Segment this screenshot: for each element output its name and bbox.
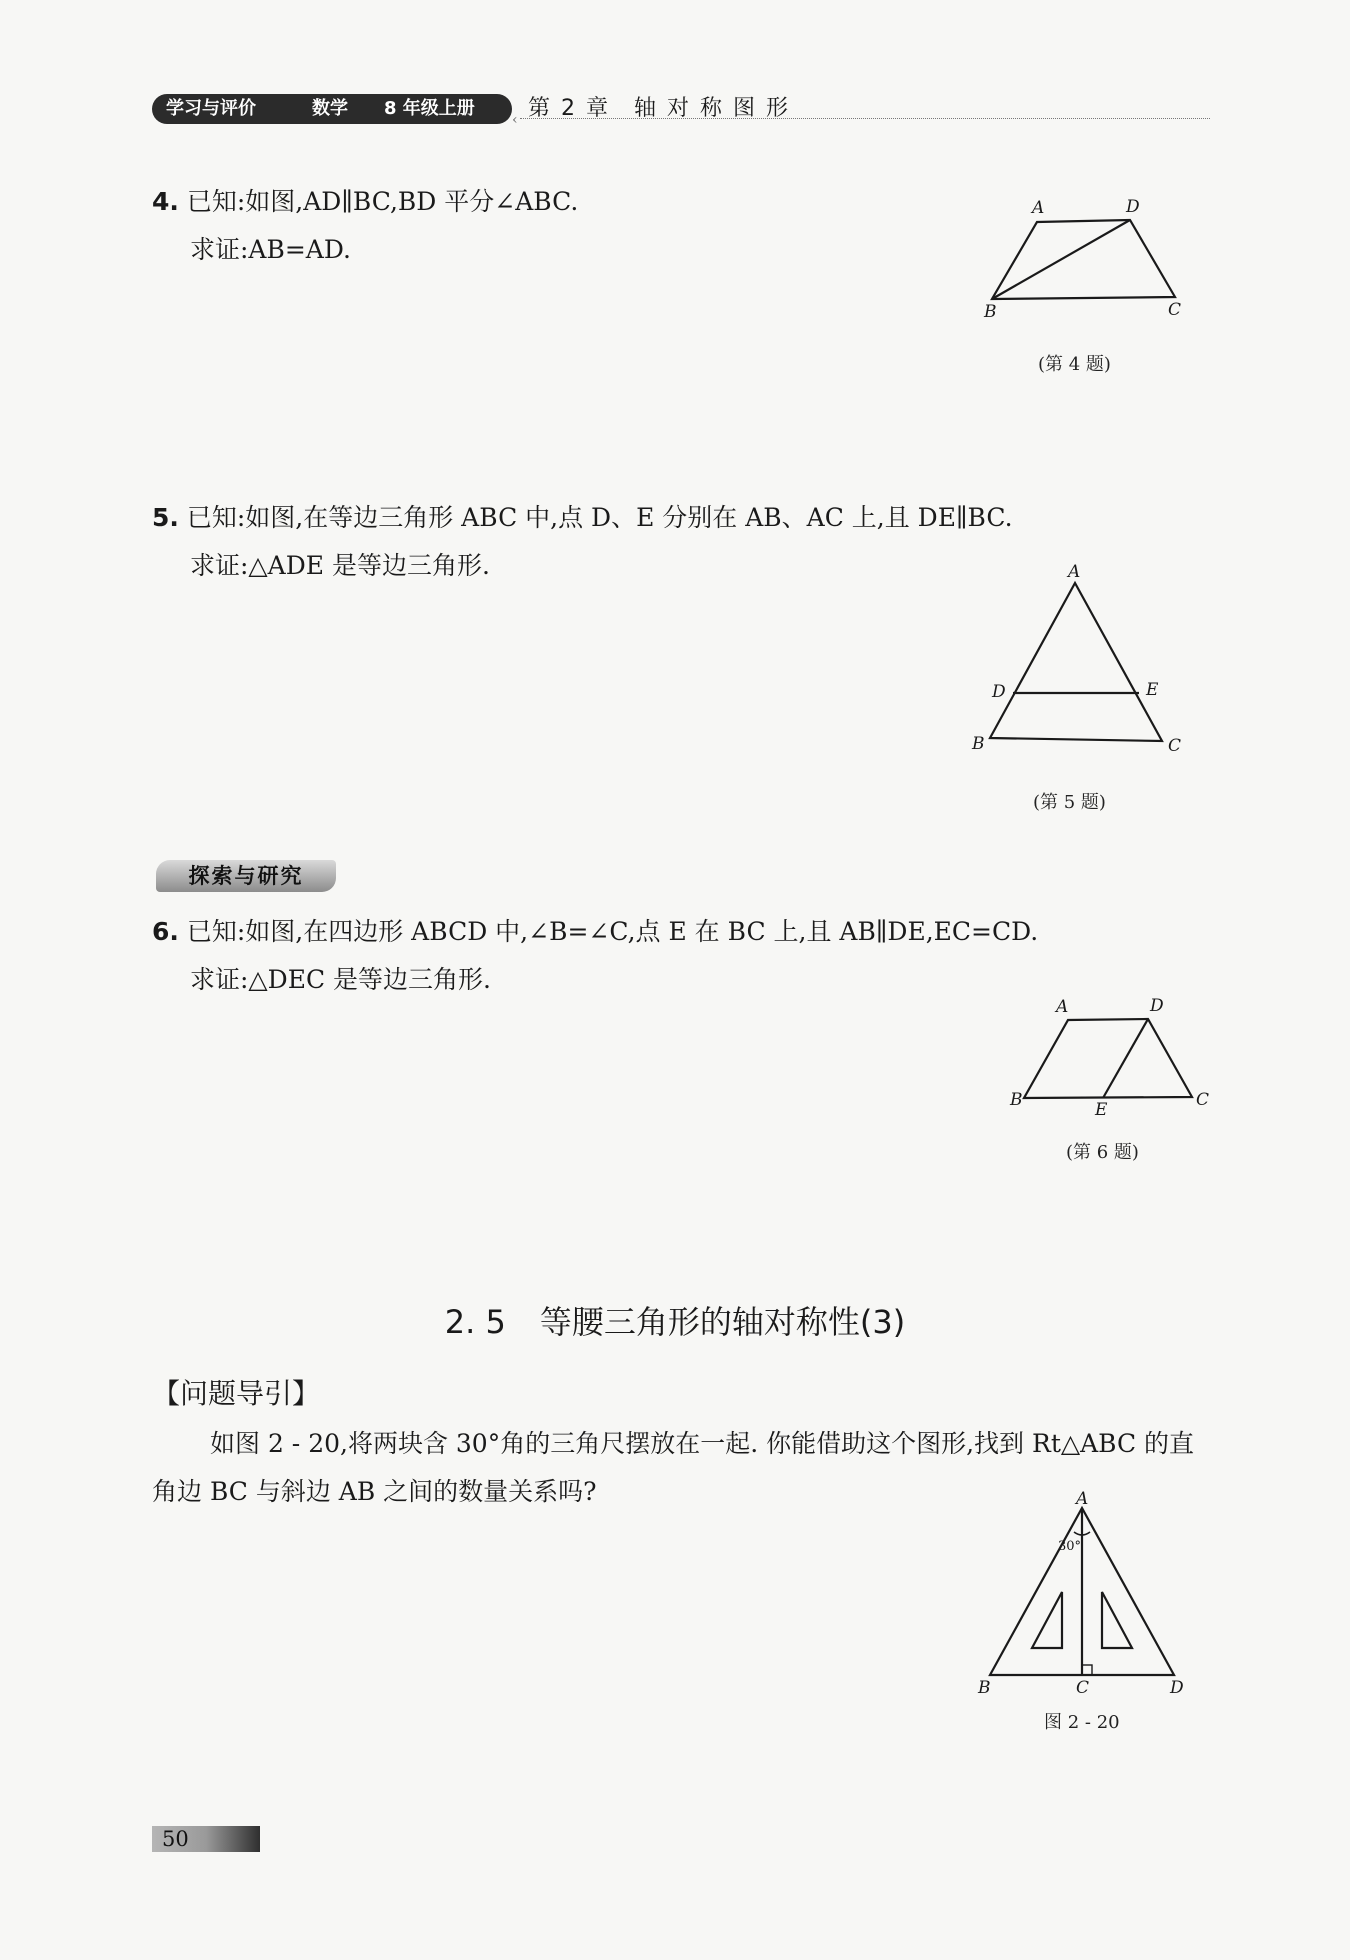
- label-e: E: [1095, 1100, 1108, 1120]
- page-number: 50: [162, 1827, 189, 1851]
- label-c: C: [1076, 1678, 1090, 1698]
- problem-5: [152, 494, 1013, 590]
- header-divider: [520, 118, 1210, 119]
- quadrilateral-abcd: [1024, 1019, 1192, 1098]
- figure-2-20: [970, 1488, 1190, 1698]
- right-angle-mark: [1082, 1665, 1092, 1675]
- label-d: D: [1126, 197, 1140, 217]
- caption-figure-2-20: 图 2 - 20: [1044, 1712, 1120, 1733]
- label-a: A: [1032, 198, 1045, 218]
- label-c: C: [1168, 300, 1182, 320]
- problem-6: [152, 908, 1038, 1004]
- label-d: D: [1170, 1678, 1184, 1698]
- problem-4-prove: 求证:AB=AD.: [190, 235, 351, 264]
- section-badge-explore: 探索与研究: [156, 860, 336, 892]
- problem-4-number: 4.: [152, 187, 179, 216]
- header-book-bar: [152, 94, 512, 124]
- label-b: B: [984, 302, 997, 322]
- caption-problem-5: (第 5 题): [1033, 792, 1106, 813]
- label-b: B: [1010, 1090, 1023, 1110]
- label-d: D: [992, 682, 1006, 702]
- guide-text: 如图 2 - 20,将两块含 30°角的三角尺摆放在一起. 你能借助这个图形,找到 Rt△ABC 的直角边 BC 与斜边 AB 之间的数量关系吗?: [152, 1429, 1195, 1506]
- problem-6-given: 已知:如图,在四边形 ABCD 中,∠B=∠C,点 E 在 BC 上,且 AB∥DE,EC=CD.: [186, 917, 1039, 946]
- angle-30-label: 30°: [1058, 1539, 1082, 1554]
- section-title: [0, 1300, 1350, 1344]
- label-b: B: [972, 734, 985, 754]
- caption-problem-6: (第 6 题): [1066, 1142, 1139, 1163]
- label-e: E: [1146, 680, 1159, 700]
- label-b: B: [978, 1678, 991, 1698]
- segment-bd: [992, 220, 1130, 299]
- guide-heading: 【问题导引】: [152, 1377, 321, 1410]
- problem-5-number: 5.: [152, 503, 179, 532]
- section-number: 2. 5: [444, 1303, 506, 1341]
- label-a: A: [1076, 1489, 1089, 1509]
- right-ruler-hole: [1102, 1592, 1132, 1648]
- label-c: C: [1196, 1090, 1210, 1110]
- figure-problem-6: [1000, 995, 1220, 1125]
- left-ruler-hole: [1032, 1592, 1062, 1648]
- header-book: 学习与评价: [166, 98, 256, 119]
- header-grade: 8 年级上册: [384, 98, 475, 119]
- label-a: A: [1068, 562, 1081, 582]
- problem-4: [152, 178, 578, 274]
- triangle-abc: [990, 583, 1162, 741]
- page-number-bar: [152, 1826, 260, 1852]
- trapezoid-abcd: [992, 220, 1175, 299]
- problem-6-prove: 求证:△DEC 是等边三角形.: [190, 965, 491, 994]
- caption-problem-4: (第 4 题): [1038, 354, 1111, 375]
- section-name: 等腰三角形的轴对称性(3): [539, 1303, 906, 1341]
- problem-5-given: 已知:如图,在等边三角形 ABC 中,点 D、E 分别在 AB、AC 上,且 DE∥BC.: [186, 503, 1013, 532]
- label-a: A: [1056, 997, 1069, 1017]
- problem-5-prove: 求证:△ADE 是等边三角形.: [190, 551, 490, 580]
- header-subject: 数学: [312, 98, 348, 119]
- header-chapter: 第 2 章 轴 对 称 图 形: [528, 96, 790, 121]
- label-d: D: [1150, 996, 1164, 1016]
- figure-problem-4: [980, 195, 1190, 330]
- problem-4-given: 已知:如图,AD∥BC,BD 平分∠ABC.: [186, 187, 579, 216]
- header-caret-icon: ‹: [512, 112, 518, 128]
- segment-de: [1103, 1019, 1148, 1098]
- figure-problem-5: [960, 563, 1190, 758]
- problem-6-number: 6.: [152, 917, 179, 946]
- label-c: C: [1168, 736, 1182, 756]
